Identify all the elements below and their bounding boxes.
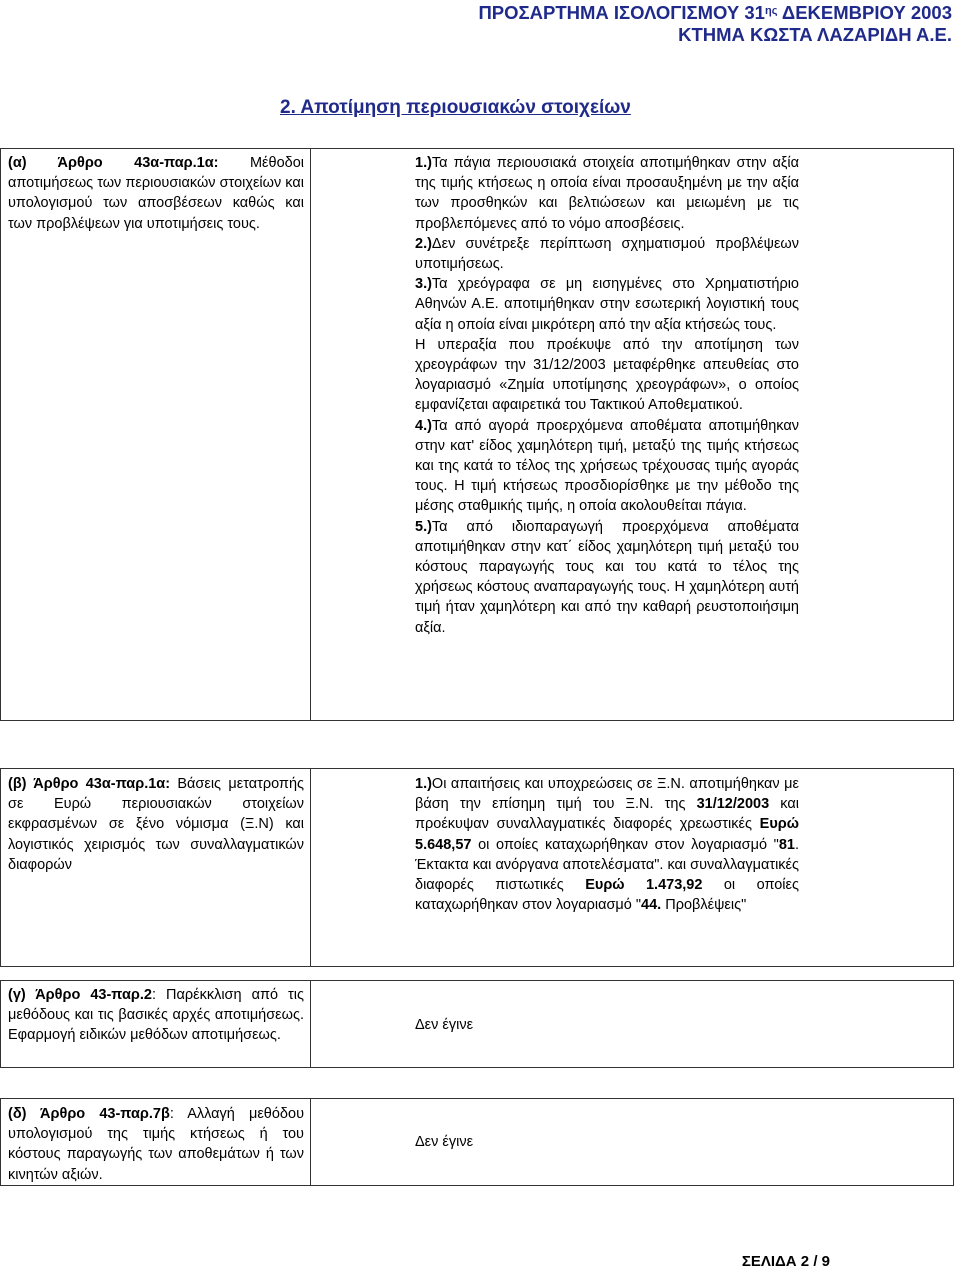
item-text: και προέκυψαν συναλλαγματικές διαφορές χρεωστικές (415, 796, 799, 833)
item-number: 3.) (415, 276, 432, 293)
section-beta-box (0, 768, 954, 967)
section-alpha-description (8, 153, 304, 234)
section-alpha-text: Μέθοδοι αποτιμήσεως των περιουσιακών στοιχείων και υπολογισμού των αποσβέσεων καθώς και των προβλέψεων για υποτιμήσεις τους. (8, 155, 304, 232)
section-delta-description (8, 1104, 304, 1185)
document-header (0, 2, 952, 46)
section-gamma-box (0, 980, 954, 1068)
header-title (0, 2, 952, 24)
item-number: 2.) (415, 235, 432, 252)
list-item (415, 274, 799, 335)
item-text: Η υπεραξία που προέκυψε από την αποτίμηση των χρεογράφων την 31/12/2003 μεταφέρθηκε απευθείας στο λογαριασμό «Ζημία υποτίμησης χρεογράφων», ο οποίος εμφανίζεται αφαιρετικά του Τακτικού Αποθεματικού. (415, 336, 799, 414)
header-title-main: ΠΡΟΣΑΡΤΗΜΑ ΙΣΟΛΟΓΙΣΜΟΥ 31 (478, 2, 765, 23)
company-name: ΚΤΗΜΑ ΚΩΣΤΑ ΛΑΖΑΡΙΔΗ Α.Ε. (678, 24, 952, 45)
section-alpha-box (0, 148, 954, 721)
column-divider (310, 981, 311, 1067)
item-text: . Έκτακτα και ανόργανα αποτελέσματα". και συναλλαγματικές διαφορές πιστωτικές (415, 836, 799, 894)
list-item (415, 517, 799, 638)
section-beta-label: (β) Άρθρο 43α-παρ.1α: (8, 776, 171, 792)
item-number: 5.) (415, 518, 432, 535)
list-item (415, 416, 799, 517)
column-divider (310, 769, 311, 966)
section-delta-box (0, 1098, 954, 1186)
item-text: οι οποίες καταχωρήθηκαν στον λογαριασμό " (471, 836, 779, 853)
header-title-date: ΔΕΚΕΜΒΡΙΟΥ 2003 (777, 2, 952, 23)
section-title: 2. Αποτίμηση περιουσιακών στοιχείων (280, 97, 631, 118)
item-text: Τα χρεόγραφα σε μη εισηγμένες στο Χρηματιστήριο Αθηνών Α.Ε. αποτιμήθηκαν στην εσωτερική λογιστική τους αξία η οποία είναι μικρότερη από την αξία κτήσεώς τους. (415, 276, 799, 333)
item-account-number: 44. (641, 897, 662, 914)
section-delta-text: : Αλλαγή μεθόδου υπολογισμού της τιμής κτήσεως ή του κόστους παραγωγής των αποθεμάτων ή των κινητών αξιών. (8, 1106, 305, 1183)
item-text: Δεν συνέτρεξε περίπτωση σχηματισμού προβλέψεων υποτιμήσεως. (415, 235, 799, 273)
item-account-number: 81 (778, 836, 795, 853)
item-number: 1.) (415, 155, 432, 171)
item-text: Οι απαιτήσεις και υποχρεώσεις σε Ξ.Ν. αποτιμήθηκαν με βάση την επίσημη τιμή του Ξ.Ν. της (415, 776, 799, 813)
section-beta-description (8, 774, 304, 875)
section-beta-content (415, 774, 799, 915)
list-item (415, 234, 799, 274)
section-beta-text: Βάσεις μετατροπής σε Ευρώ περιουσιακών στοιχείων εκφρασμένων σε ξένο νόμισμα (Ξ.Ν) και λογιστικός χειρισμός των συναλλαγματικών διαφορών (8, 776, 304, 873)
header-title-superscript: ης (764, 5, 778, 17)
item-text: Τα από ιδιοπαραγωγή προερχόμενα αποθέματα αποτιμήθηκαν στην κατ΄ είδος χαμηλότερη τιμή μεταξύ του κόστους παραγωγής τους και του κατά το τέλος της χρήσεως κόστους αναπαραγωγής τους. Η χαμηλότερη αυτή τιμή ήταν χαμηλότερη και από την καθαρή ρευστοποιήσιμη αξία. (415, 518, 799, 636)
item-amount-debit: Ευρώ 5.648,57 (415, 816, 799, 853)
item-amount-credit: Ευρώ 1.473,92 (585, 877, 703, 894)
section-alpha-label: (α) Άρθρο 43α-παρ.1α: (8, 155, 219, 171)
item-number: 1.) (415, 776, 432, 792)
item-date: 31/12/2003 (696, 796, 770, 813)
section-gamma-content: Δεν έγινε (415, 1017, 474, 1033)
item-text: Τα από αγορά προερχόμενα αποθέματα αποτιμήθηκαν στην κατ' είδος χαμηλότερη τιμή, μεταξύ της τιμής κτήσεως και της κατά το τέλος της χρήσεως τρέχουσας τιμής αγοράς τους. Η τιμή κτήσεως προσδιορίσθηκε με την μέθοδο της μέσης σταθμικής τιμής, η οποία ακολουθείται πάγια. (415, 417, 799, 515)
section-delta-content: Δεν έγινε (415, 1134, 474, 1150)
section-gamma-description (8, 985, 304, 1046)
item-text: Τα πάγια περιουσιακά στοιχεία αποτιμήθηκαν στην αξία της τιμής κτήσεως η οποία είναι προσαυξημένη με την αξία των προσθηκών και βελτιώσεων και μειωμένη με τις προβλεπόμενες από το νόμο αποσβέσεις. (415, 155, 799, 232)
item-number: 4.) (415, 417, 432, 434)
column-divider (310, 149, 311, 720)
page-number: ΣΕΛΙΔΑ 2 / 9 (741, 1253, 830, 1270)
list-item (415, 335, 799, 416)
section-gamma-label: (γ) Άρθρο 43-παρ.2 (8, 987, 152, 1003)
column-divider (310, 1099, 311, 1185)
section-gamma-text: : Παρέκκλιση από τις μεθόδους και τις βασικές αρχές αποτιμήσεως. Εφαρμογή ειδικών μεθόδων αποτιμήσεως. (8, 987, 304, 1044)
section-alpha-content (415, 153, 799, 638)
list-item (415, 153, 799, 234)
item-text: Προβλέψεις" (661, 897, 747, 914)
section-delta-label: (δ) Άρθρο 43-παρ.7β (8, 1106, 170, 1122)
item-text: οι οποίες καταχωρήθηκαν στον λογαριασμό " (415, 877, 799, 914)
